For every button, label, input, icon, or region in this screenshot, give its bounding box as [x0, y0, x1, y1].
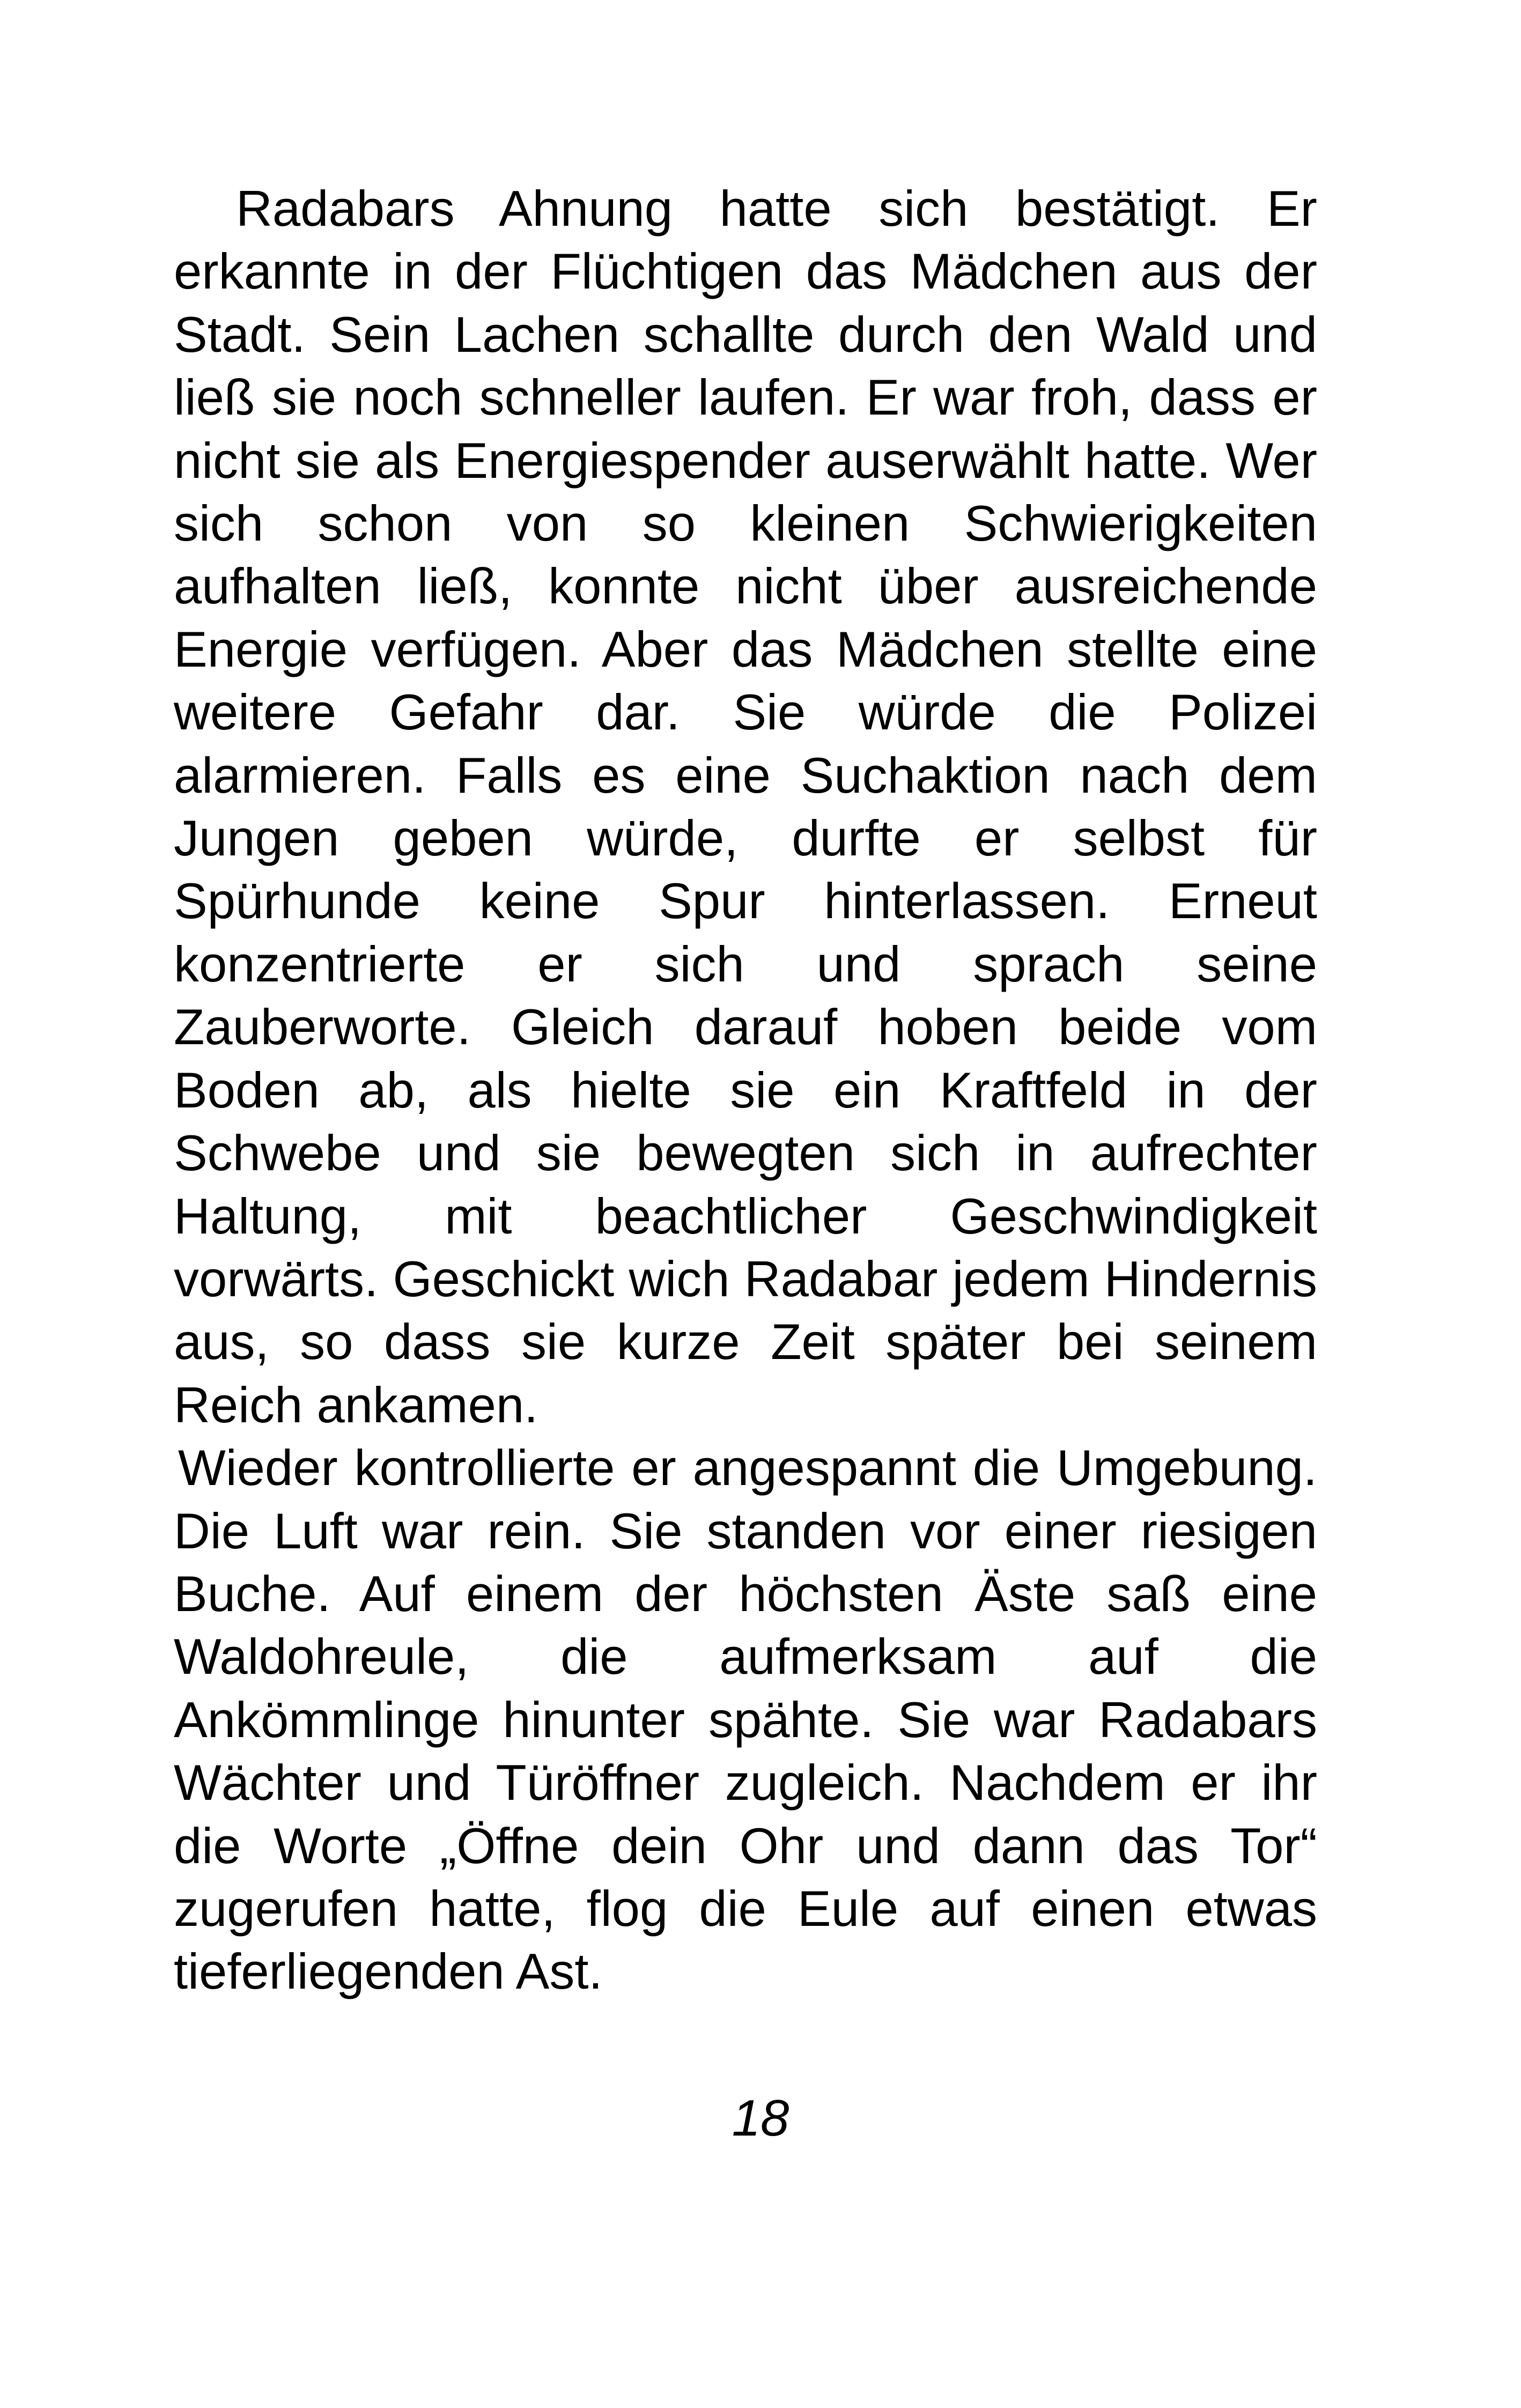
body-text [174, 177, 1317, 2003]
page-number: 18 [732, 2089, 789, 2147]
paragraph: Radabars Ahnung hatte sich bestätigt. Er erkannte in der Flüchtigen das Mädchen aus der Stadt. Sein Lachen schallte durch den Wald und ließ sie noch schneller laufen. Er war froh, dass er nicht sie als Energiespender auserwählt hatte. Wer sich schon von so kleinen Schwierigkeiten aufhalten ließ, konnte nicht über ausreichende Energie verfügen. Aber das Mädchen stellte eine weitere Gefahr dar. Sie würde die Polizei alarmieren. Falls es eine Suchaktion nach dem Jungen geben würde, durfte er selbst für Spürhunde keine Spur hinterlassen. Erneut konzentrierte er sich und sprach seine Zauberworte. Gleich darauf hoben beide vom Boden ab, als hielte sie ein Kraftfeld in der Schwebe und sie bewegten sich in aufrechter Haltung, mit beachtlicher Geschwindigkeit vorwärts. Geschickt wich Radabar jedem Hindernis aus, so dass sie kurze Zeit später bei seinem Reich ankamen. [174, 180, 1317, 1433]
paragraph: Wieder kontrollierte er angespannt die Umgebung. Die Luft war rein. Sie standen vor einer riesigen Buche. Auf einem der höchsten Äste saß eine Waldohreule, die aufmerksam auf die Ankömmlinge hinunter spähte. Sie war Radabars Wächter und Türöffner zugleich. Nachdem er ihr die Worte „Öffne dein Ohr und dann das Tor“ zugerufen hatte, flog die Eule auf einen etwas tieferliegenden Ast. [174, 1439, 1317, 2000]
